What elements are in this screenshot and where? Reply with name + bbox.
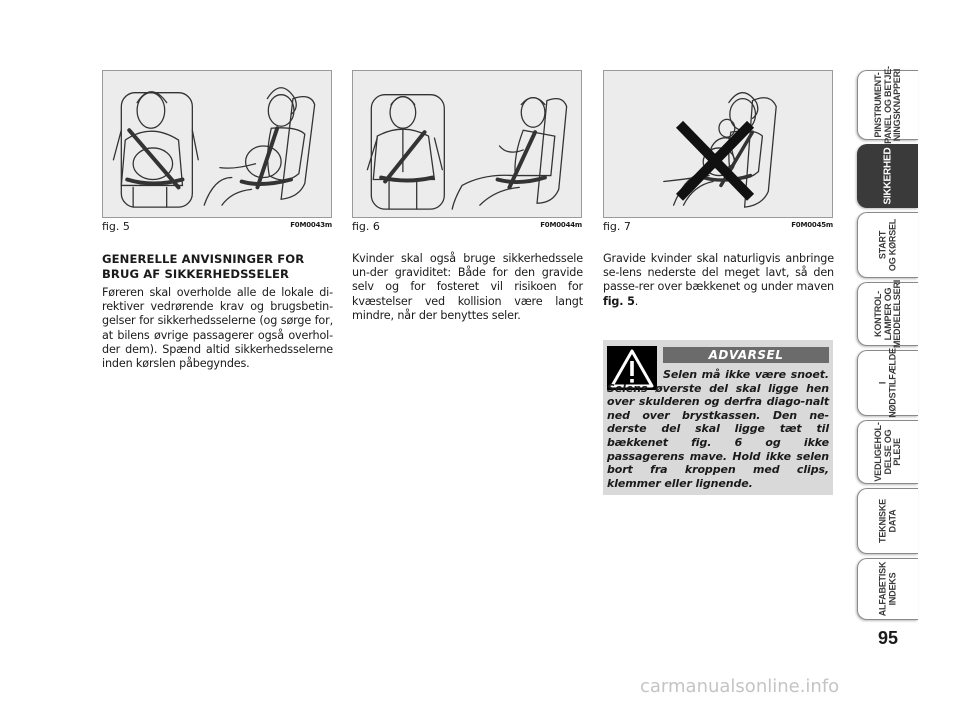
tab-instrument-panel[interactable] <box>857 66 918 144</box>
seatbelt-pregnant-illustration <box>103 71 331 217</box>
tab-warning-lights[interactable] <box>857 279 918 349</box>
figure-5-caption <box>102 220 332 236</box>
paragraph: Kvinder skal også bruge sikkerhedssele un-der graviditet: Både for den gravide selv og for fosteret vil risikoen for kvæstelser ved kollision være langt mindre, når der benyttes seler. <box>352 252 583 322</box>
warning-text: Selen må ikke være snoet. Selens øverste del skal ligge hen over skulderen og derfra diago-nalt ned over brystkassen. Den ne-derste del skal ligge tæt til bækkenet fig. 6 og ikke passagerens mave. Hold ikke selen bort fra kroppen med clips, klemmer eller lignende. <box>607 368 829 490</box>
tab-safety[interactable] <box>857 144 918 208</box>
column-general-instructions <box>102 252 333 371</box>
figure-6-illustration <box>352 70 582 218</box>
figure-7-caption <box>603 220 833 236</box>
tab-start-driving[interactable] <box>857 212 918 278</box>
tab-maintenance[interactable] <box>857 420 918 484</box>
figure-6-caption <box>352 220 582 236</box>
paragraph-text: Gravide kvinder skal naturligvis anbringe se-lens nederste del meget lavt, så den passe-rer over bækkenet og under maven <box>603 252 834 294</box>
figure-7-illustration <box>603 70 833 218</box>
tab-label: PINSTRUMENT- PANEL OG BETJE- NINGSKNAPPERI <box>872 66 902 144</box>
figure-label: fig. 5 <box>102 220 130 233</box>
column-pregnant-belt-position <box>603 252 834 309</box>
warning-title: ADVARSEL <box>663 347 829 363</box>
tab-emergency[interactable] <box>857 350 918 416</box>
figure-5-illustration <box>102 70 332 218</box>
figure-reference: fig. 5 <box>603 294 635 308</box>
tab-label: TEKNISKE DATA <box>877 499 897 543</box>
figure-code: F0M0044m <box>540 221 582 229</box>
tab-label: KONTROL- LAMPER OG MEDDELELSERI <box>872 279 902 349</box>
tab-label: VEDLIGEHOL- DELSE OG PLEJE <box>872 422 902 482</box>
section-heading: GENERELLE ANVISNINGER FOR BRUG AF SIKKERHEDSSELER <box>102 252 305 281</box>
tab-index[interactable] <box>857 558 918 620</box>
tab-label: ALFABETISK INDEKS <box>877 561 897 617</box>
figure-label: fig. 7 <box>603 220 631 233</box>
tab-label: I NØDSTILFÆLDE <box>877 348 897 418</box>
tab-label: SIKKERHED <box>882 147 894 205</box>
paragraph: Føreren skal overholde alle de lokale di-rektiver vedrørende krav og brugsbetin-gelser for sikkerhedsselerne (og sørge for, at bilens øvrige passagerer også overhol-der dem). Spænd altid sikkerhedsselerne inden kørslen påbegyndes. <box>102 286 333 371</box>
figure-code: F0M0045m <box>791 221 833 229</box>
figure-code: F0M0043m <box>290 221 332 229</box>
seatbelt-correct-illustration <box>353 71 581 217</box>
figure-label: fig. 6 <box>352 220 380 233</box>
tab-technical-data[interactable] <box>857 488 918 554</box>
seatbelt-wrong-illustration <box>604 71 832 217</box>
paragraph <box>603 252 834 309</box>
page-number: 95 <box>877 628 899 648</box>
column-pregnancy <box>352 252 583 323</box>
warning-box <box>603 340 833 495</box>
watermark: carmanualsonline.info <box>640 676 840 697</box>
paragraph-end: . <box>634 294 639 308</box>
tab-label: START OG KØRSEL <box>877 218 897 272</box>
